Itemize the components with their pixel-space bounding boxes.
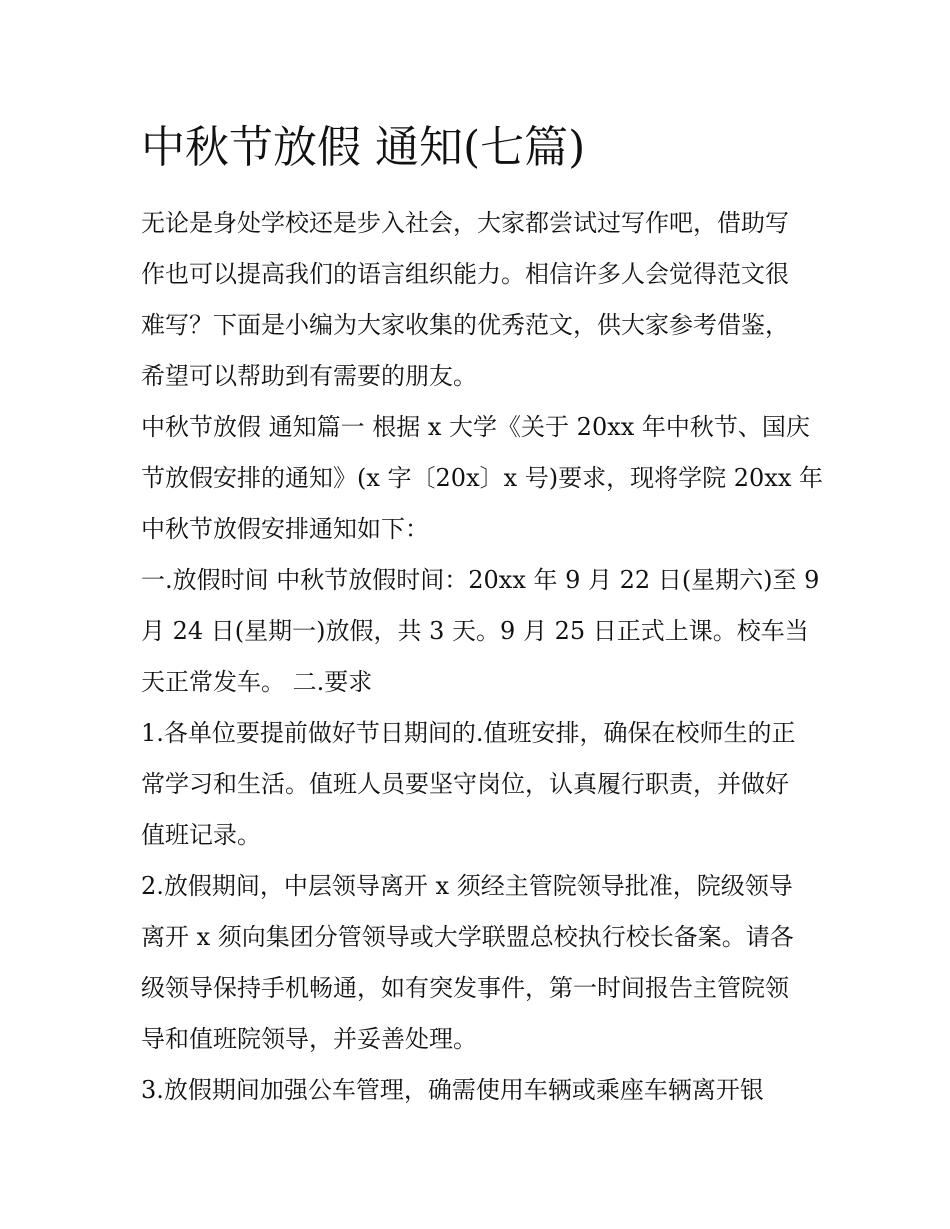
text-line: 3.放假期间加强公车管理，确需使用车辆或乘座车辆离开银: [141, 1076, 764, 1104]
text-line: 值班记录。: [141, 821, 261, 849]
text-line: 难写？下面是小编为大家收集的优秀范文，供大家参考借鉴，: [141, 311, 789, 339]
document-title: 中秋节放假 通知(七篇): [141, 122, 586, 173]
text-line: 导和值班院领导，并妥善处理。: [141, 1025, 477, 1053]
text-line: 级领导保持手机畅通，如有突发事件，第一时间报告主管院领: [141, 974, 789, 1002]
document-body: [141, 203, 821, 1121]
text-line: 一.放假时间 中秋节放假时间：20xx 年 9 月 22 日(星期六)至 9: [141, 566, 820, 594]
text-line: 月 24 日(星期一)放假，共 3 天。9 月 25 日正式上课。校车当: [141, 617, 809, 645]
text-line: 常学习和生活。值班人员要坚守岗位，认真履行职责，并做好: [141, 770, 789, 798]
text-line: 希望可以帮助到有需要的朋友。: [141, 362, 477, 390]
text-line: 天正常发车。 二.要求: [141, 668, 373, 696]
text-line: 1.各单位要提前做好节日期间的.值班安排，确保在校师生的正: [141, 719, 796, 747]
text-line: 无论是身处学校还是步入社会，大家都尝试过写作吧，借助写: [141, 209, 789, 237]
text-line: 2.放假期间，中层领导离开 x 须经主管院领导批准，院级领导: [141, 872, 793, 900]
text-line: 离开 x 须向集团分管领导或大学联盟总校执行校长备案。请各: [141, 923, 794, 951]
text-line: 中秋节放假安排通知如下：: [141, 515, 429, 543]
text-line: 作也可以提高我们的语言组织能力。相信许多人会觉得范文很: [141, 260, 789, 288]
text-line: 中秋节放假 通知篇一 根据 x 大学《关于 20xx 年中秋节、国庆: [141, 413, 810, 441]
text-line: 节放假安排的通知》(x 字〔20x〕x 号)要求，现将学院 20xx 年: [141, 464, 823, 492]
